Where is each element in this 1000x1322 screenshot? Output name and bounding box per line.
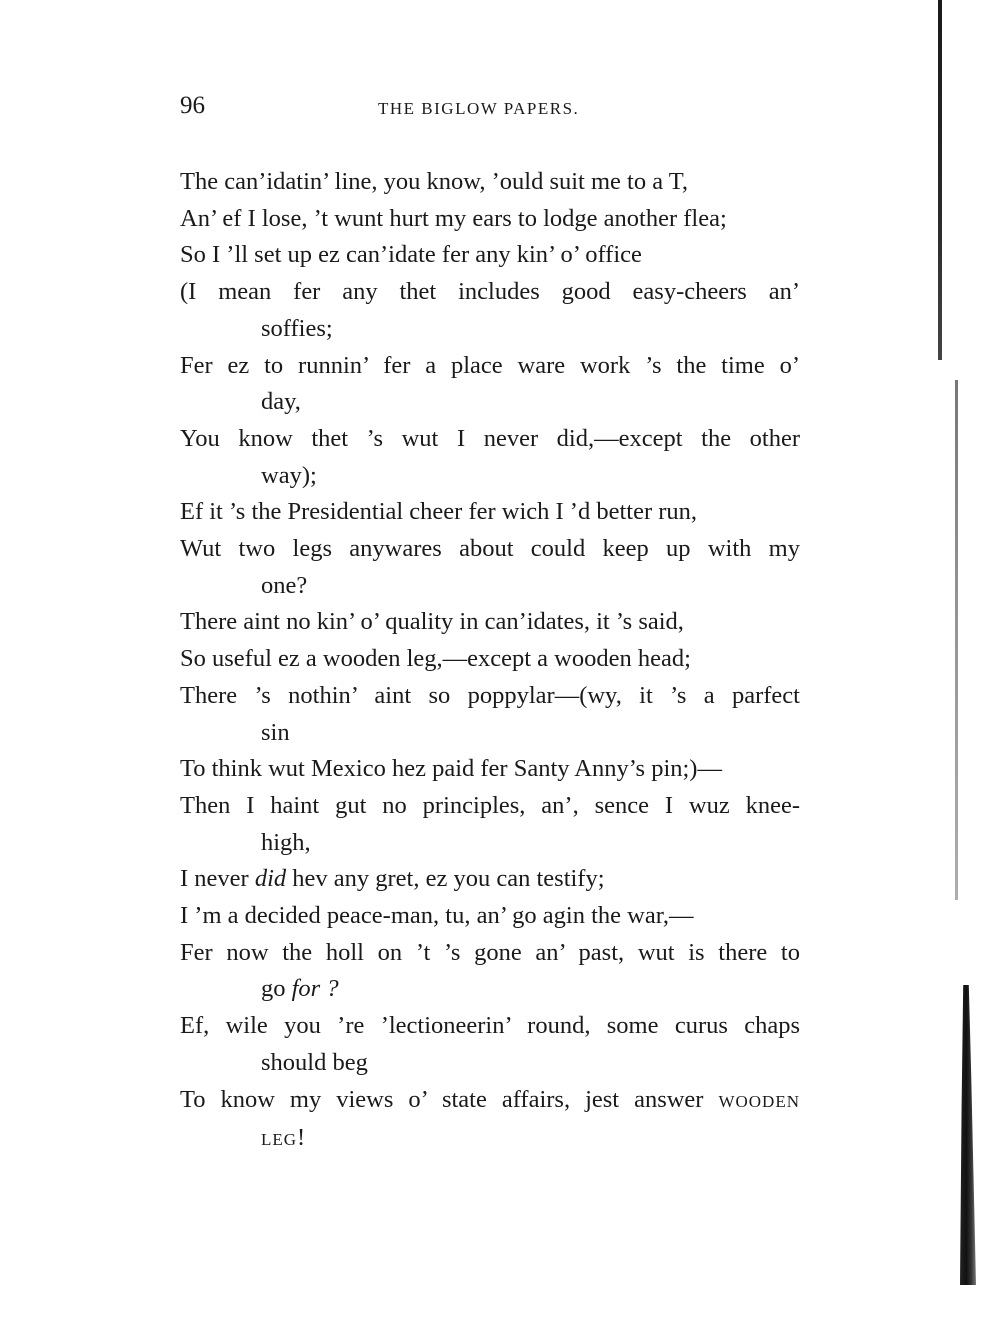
poem-line: To think wut Mexico hez paid fer Santy Anny’s pin;)— [180, 755, 722, 783]
poem-small-caps: LEG [261, 1130, 298, 1150]
poem-line-continuation: should beg [261, 1048, 368, 1076]
poem-text-run: I never [180, 865, 255, 893]
poem-line: I ’m a decided peace-man, tu, an’ go agin the war,— [180, 902, 694, 930]
poem-emphasis: for ? [291, 975, 339, 1003]
poem-text-run: go [261, 975, 292, 1003]
running-head: THE BIGLOW PAPERS. [378, 99, 580, 118]
poem-line: So I ’ll set up ez can’idate fer any kin’ o’ office [180, 241, 642, 269]
poem-line: The can’idatin’ line, you know, ’ould suit me to a T, [180, 168, 689, 195]
poem-line: There aint no kin’ o’ quality in can’idates, it ’s said, [180, 608, 684, 636]
poem-line: Wut two legs anywares about could keep up with my [180, 535, 800, 563]
poem-text [180, 164, 800, 1159]
poem-line: Ef it ’s the Presidential cheer fer wich I ’d better run, [180, 498, 698, 526]
poem-line: Ef, wile you ’re ’lectioneerin’ round, some curus chaps [180, 1012, 800, 1040]
poem-line-continuation: day, [261, 388, 301, 416]
poem-line: There ’s nothin’ aint so poppylar—(wy, it ’s a parfect [180, 681, 800, 709]
page-edge-shadow-middle [955, 380, 958, 900]
page-edge-shadow-bottom [960, 985, 976, 1285]
poem-line: Fer ez to runnin’ fer a place ware work ’s the time o’ [180, 351, 800, 379]
poem-line: So useful ez a wooden leg,—except a wooden head; [180, 645, 691, 673]
poem-line-continuation: high, [261, 828, 311, 856]
poem-line: (I mean fer any thet includes good easy-cheers an’ [180, 278, 800, 306]
page-edge-shadow-top [938, 0, 942, 360]
poem-text-run: ! [297, 1124, 306, 1152]
poem-line: An’ ef I lose, ’t wunt hurt my ears to lodge another flea; [180, 204, 727, 232]
page-number: 96 [180, 92, 205, 119]
poem-line: You know thet ’s wut I never did,—except the other [180, 424, 800, 452]
poem-line: Fer now the holl on ’t ’s gone an’ past, wut is there to [180, 938, 800, 966]
poem-emphasis: did [254, 865, 287, 893]
poem-line-continuation [180, 971, 800, 1008]
poem-line-continuation: one? [261, 571, 308, 599]
poem-small-caps: WOODEN [718, 1091, 800, 1111]
poem-line [180, 1082, 800, 1121]
poem-line-continuation: soffies; [261, 314, 333, 342]
poem-text-run: hev any gret, ez you can testify; [286, 865, 605, 893]
poem-line [180, 861, 800, 898]
poem-line-continuation: way); [261, 461, 317, 489]
poem-line-continuation: sin [261, 718, 290, 746]
poem-line: Then I haint gut no principles, an’, sence I wuz knee- [180, 791, 800, 819]
poem-text-run: To know my views o’ state affairs, jest answer [180, 1085, 719, 1113]
poem-line-continuation [180, 1120, 800, 1159]
